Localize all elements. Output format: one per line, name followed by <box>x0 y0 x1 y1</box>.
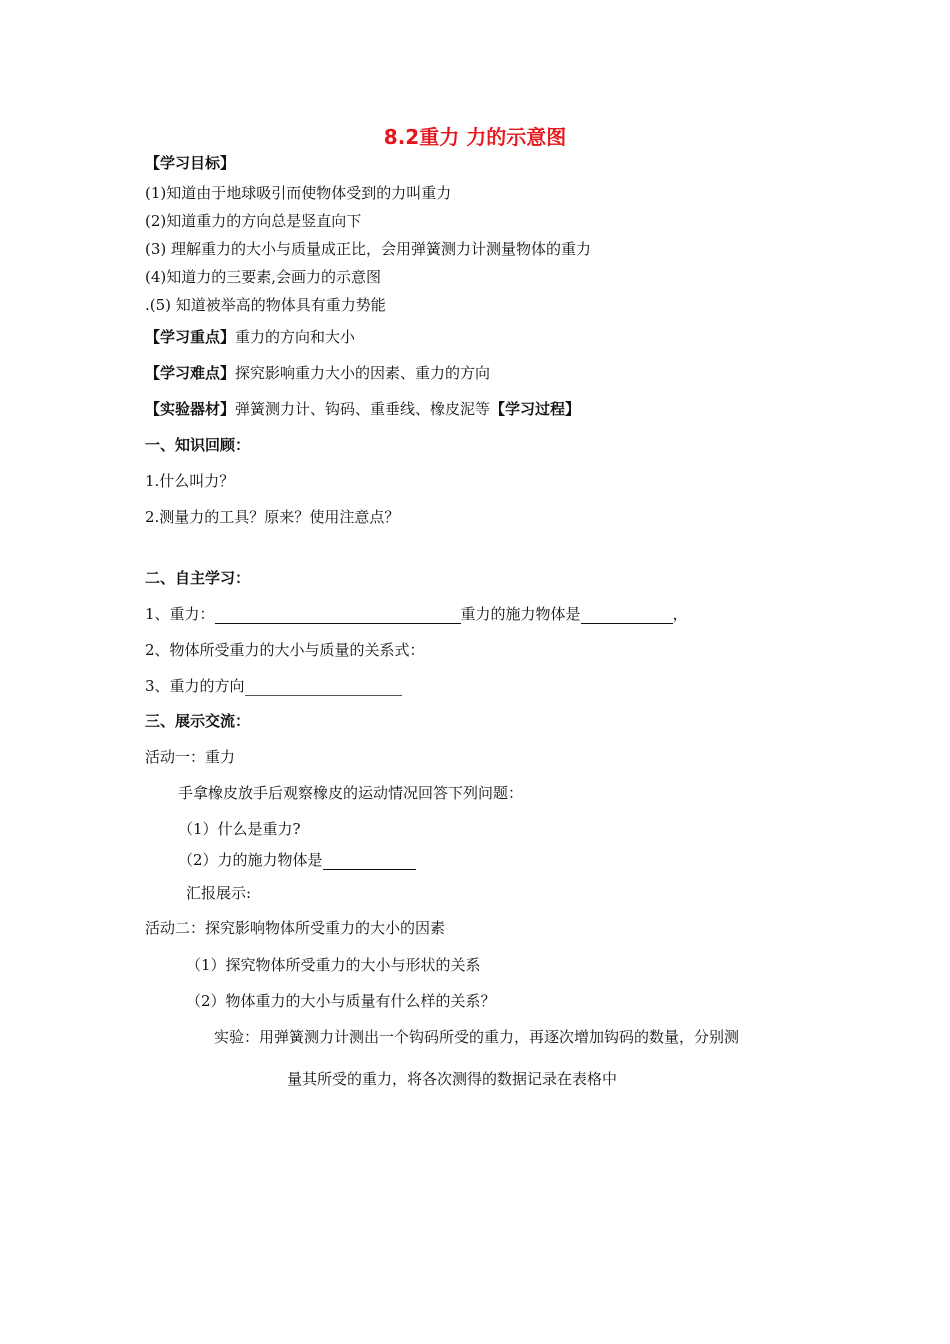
activity-one-title: 活动一：重力 <box>145 748 236 766</box>
review-heading: 一、知识回顾： <box>145 436 251 454</box>
activity-one-question-2 <box>178 850 416 870</box>
objectives-heading: 【学习目标】 <box>145 154 236 172</box>
fill-blank-direction[interactable] <box>245 679 402 696</box>
difficulty-row <box>145 363 490 383</box>
equipment-label: 【实验器材】 <box>145 400 236 418</box>
process-label: 【学习过程】 <box>490 400 581 418</box>
focus-row <box>145 327 355 347</box>
equipment-row <box>145 399 580 419</box>
activity-one-intro: 手拿橡皮放手后观察橡皮的运动情况回答下列问题： <box>178 784 524 802</box>
experiment-text-line-1: 实验：用弹簧测力计测出一个钩码所受的重力，再逐次增加钩码的数量，分别测 <box>214 1028 740 1046</box>
focus-text: 重力的方向和大小 <box>235 328 356 346</box>
item1-prefix: 1、重力： <box>145 605 215 623</box>
focus-label: 【学习重点】 <box>145 328 236 346</box>
item3-prefix: 3、重力的方向 <box>145 677 245 695</box>
objective-item: .(5) 知道被举高的物体具有重力势能 <box>145 296 386 314</box>
item1-suffix: ， <box>672 605 688 623</box>
activity-two-question: （2）物体重力的大小与质量有什么样的关系？ <box>186 992 496 1010</box>
fill-blank-force-source[interactable] <box>323 853 416 870</box>
review-question: 1.什么叫力？ <box>145 472 235 490</box>
self-study-item-3 <box>145 676 402 696</box>
report-label: 汇报展示: <box>186 884 252 902</box>
equipment-text: 弹簧测力计、钩码、重垂线、橡皮泥等 <box>235 400 491 418</box>
page-title: 8.2重力 力的示意图 <box>383 125 567 149</box>
experiment-text-line-2: 量其所受的重力，将各次测得的数据记录在表格中 <box>287 1070 618 1088</box>
review-question: 2.测量力的工具？原来？使用注意点？ <box>145 508 400 526</box>
fill-blank-source[interactable] <box>581 607 673 624</box>
self-study-item-1 <box>145 604 688 624</box>
self-study-heading: 二、自主学习： <box>145 569 251 587</box>
activity-two-title: 活动二：探究影响物体所受重力的大小的因素 <box>145 919 446 937</box>
exchange-heading: 三、展示交流： <box>145 712 251 730</box>
activity-two-question: （1）探究物体所受重力的大小与形状的关系 <box>186 956 481 974</box>
question-text: （2）力的施力物体是 <box>178 851 323 869</box>
objective-item: (4)知道力的三要素,会画力的示意图 <box>145 268 382 286</box>
objective-item: (1)知道由于地球吸引而使物体受到的力叫重力 <box>145 184 452 202</box>
objective-item: (2)知道重力的方向总是竖直向下 <box>145 212 362 230</box>
objective-item: (3) 理解重力的大小与质量成正比，会用弹簧测力计测量物体的重力 <box>145 240 592 258</box>
difficulty-label: 【学习难点】 <box>145 364 236 382</box>
self-study-item-2: 2、物体所受重力的大小与质量的关系式： <box>145 641 425 659</box>
item1-mid: 重力的施力物体是 <box>460 605 581 623</box>
fill-blank-gravity[interactable] <box>215 607 461 624</box>
activity-one-question: （1）什么是重力? <box>178 820 301 838</box>
difficulty-text: 探究影响重力大小的因素、重力的方向 <box>235 364 491 382</box>
